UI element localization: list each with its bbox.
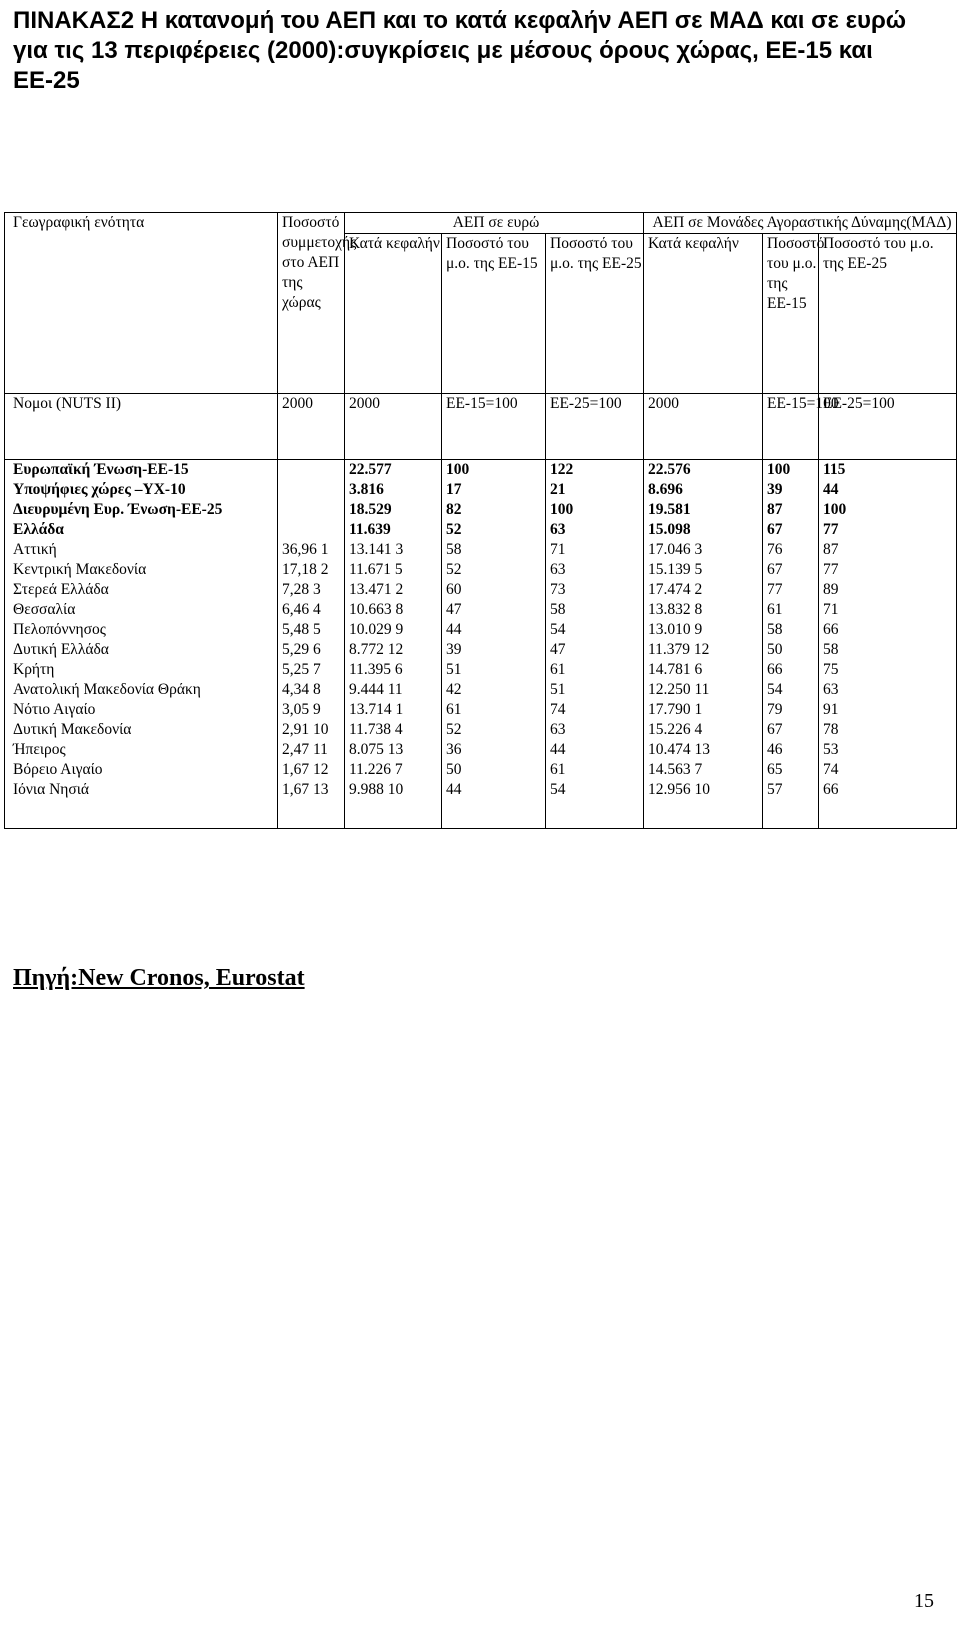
header-per-capita: Κατά κεφαλήν bbox=[345, 234, 442, 394]
cell-value: 22.577 bbox=[349, 461, 392, 478]
cell-value: 15.139 5 bbox=[648, 561, 703, 578]
cell-value: 71 bbox=[823, 601, 839, 618]
cell-value: 65 bbox=[767, 761, 783, 778]
cell-value: 11.226 7 bbox=[349, 761, 403, 778]
header-geo: Γεωγραφική ενότητα bbox=[5, 213, 278, 394]
col-per-capita bbox=[345, 460, 442, 829]
cell-value: 58 bbox=[823, 641, 839, 658]
cell-value: Στερεά Ελλάδα bbox=[13, 581, 109, 598]
cell-value: 17.474 2 bbox=[648, 581, 703, 598]
cell-value: 47 bbox=[550, 641, 566, 658]
cell-value: 19.581 bbox=[648, 501, 691, 518]
cell-value: 76 bbox=[767, 541, 783, 558]
cell-value: 67 bbox=[767, 521, 783, 538]
cell-value: 74 bbox=[550, 701, 566, 718]
cell-value: 50 bbox=[446, 761, 462, 778]
aggregate-names bbox=[13, 460, 277, 540]
cell-value: 54 bbox=[767, 681, 783, 698]
col-pct-eu15 bbox=[442, 460, 546, 829]
region-ppp-per-capita bbox=[648, 540, 762, 800]
cell-value: 60 bbox=[446, 581, 462, 598]
table-title: ΠΙΝΑΚΑΣ2 Η κατανομή του ΑΕΠ και το κατά κεφαλήν ΑΕΠ σε ΜΑΔ και σε ευρώ για τις 13 περιφέρειες (2000):συγκρίσεις με μέσους όρους χώρας, ΕΕ-15 και ΕΕ-25 bbox=[13, 7, 907, 94]
header-ppp-group: ΑΕΠ σε Μονάδες Αγοραστικής Δύναμης(ΜΑΔ) bbox=[644, 213, 957, 234]
col-ppp-pct-eu15 bbox=[763, 460, 819, 829]
cell-value: 66 bbox=[823, 781, 839, 798]
cell-value: 21 bbox=[550, 481, 566, 498]
cell-value: 58 bbox=[767, 621, 783, 638]
units-pct-eu25: ΕΕ-25=100 bbox=[546, 394, 644, 460]
cell-value: 63 bbox=[823, 681, 839, 698]
aggregate-pct-eu15 bbox=[446, 460, 545, 540]
cell-value: 44 bbox=[446, 781, 462, 798]
cell-value: 66 bbox=[823, 621, 839, 638]
cell-value: 13.141 3 bbox=[349, 541, 404, 558]
cell-value: 11.395 6 bbox=[349, 661, 403, 678]
aggregate-ppp-pct-eu25 bbox=[823, 460, 956, 540]
cell-value: 82 bbox=[446, 501, 462, 518]
cell-value: 61 bbox=[550, 761, 566, 778]
cell-value: 42 bbox=[446, 681, 462, 698]
cell-value: 54 bbox=[550, 781, 566, 798]
region-per-capita bbox=[349, 540, 441, 800]
cell-value: 58 bbox=[550, 601, 566, 618]
cell-value: 15.098 bbox=[648, 521, 691, 538]
cell-value: 53 bbox=[823, 741, 839, 758]
cell-value: Αττική bbox=[13, 541, 57, 558]
cell-value: 57 bbox=[767, 781, 783, 798]
cell-value: 4,34 8 bbox=[282, 681, 321, 698]
cell-value: 78 bbox=[823, 721, 839, 738]
cell-value: 77 bbox=[823, 561, 839, 578]
header-row-1 bbox=[5, 213, 957, 234]
cell-value: 15.226 4 bbox=[648, 721, 703, 738]
aggregate-share-spacer bbox=[282, 460, 344, 540]
cell-value: 3,05 9 bbox=[282, 701, 321, 718]
cell-value: 5,29 6 bbox=[282, 641, 321, 658]
cell-value: Νότιο Αιγαίο bbox=[13, 701, 96, 718]
region-names bbox=[13, 540, 277, 800]
header-pct-eu15: Ποσοστό του μ.ο. της ΕΕ-15 bbox=[442, 234, 546, 394]
col-pct-eu25 bbox=[546, 460, 644, 829]
cell-value: 18.529 bbox=[349, 501, 392, 518]
cell-value: 10.029 9 bbox=[349, 621, 404, 638]
region-ppp-pct-eu25 bbox=[823, 540, 956, 800]
cell-value: 9.988 10 bbox=[349, 781, 404, 798]
cell-value: Ελλάδα bbox=[13, 521, 64, 538]
cell-value: 100 bbox=[550, 501, 574, 518]
cell-value: 67 bbox=[767, 721, 783, 738]
cell-value: 58 bbox=[446, 541, 462, 558]
region-pct-eu15 bbox=[446, 540, 545, 800]
cell-value: 5,25 7 bbox=[282, 661, 321, 678]
cell-value: 13.471 2 bbox=[349, 581, 404, 598]
units-ppp-pct-eu25: ΕΕ-25=100 bbox=[819, 394, 957, 460]
cell-value: 10.663 8 bbox=[349, 601, 404, 618]
cell-value: 51 bbox=[550, 681, 566, 698]
cell-value: 14.781 6 bbox=[648, 661, 703, 678]
cell-value: 39 bbox=[446, 641, 462, 658]
cell-value: 47 bbox=[446, 601, 462, 618]
cell-value: 13.010 9 bbox=[648, 621, 703, 638]
cell-value: 51 bbox=[446, 661, 462, 678]
cell-value: Ανατολική Μακεδονία Θράκη bbox=[13, 681, 201, 698]
cell-value: 3.816 bbox=[349, 481, 384, 498]
units-ppp-pct-eu15: ΕΕ-15=100 bbox=[763, 394, 819, 460]
cell-value: 122 bbox=[550, 461, 574, 478]
cell-value: Κεντρική Μακεδονία bbox=[13, 561, 147, 578]
cell-value: 36 bbox=[446, 741, 462, 758]
units-per-capita: 2000 bbox=[345, 394, 442, 460]
units-geo: Νομοι (NUTS II) bbox=[5, 394, 278, 460]
cell-value: 63 bbox=[550, 521, 566, 538]
cell-value: 63 bbox=[550, 561, 566, 578]
cell-value: 22.576 bbox=[648, 461, 691, 478]
cell-value: 13.714 1 bbox=[349, 701, 404, 718]
cell-value: Κρήτη bbox=[13, 661, 55, 678]
cell-value: 17,18 2 bbox=[282, 561, 329, 578]
cell-value: 75 bbox=[823, 661, 839, 678]
cell-value: 100 bbox=[767, 461, 791, 478]
aggregate-ppp-pct-eu15 bbox=[767, 460, 818, 540]
col-geo bbox=[5, 460, 278, 829]
cell-value: 12.250 11 bbox=[648, 681, 710, 698]
col-ppp-per-capita bbox=[644, 460, 763, 829]
cell-value: 52 bbox=[446, 561, 462, 578]
cell-value: Υποψήφιες χώρες –ΥΧ-10 bbox=[13, 481, 186, 498]
cell-value: 1,67 12 bbox=[282, 761, 329, 778]
cell-value: 17 bbox=[446, 481, 462, 498]
cell-value: 61 bbox=[550, 661, 566, 678]
cell-value: 1,67 13 bbox=[282, 781, 329, 798]
cell-value: 13.832 8 bbox=[648, 601, 703, 618]
cell-value: 17.046 3 bbox=[648, 541, 703, 558]
header-eur-group: ΑΕΠ σε ευρώ bbox=[345, 213, 644, 234]
cell-value: Ήπειρος bbox=[13, 741, 66, 758]
cell-value: 87 bbox=[823, 541, 839, 558]
region-pct-eu25 bbox=[550, 540, 643, 800]
cell-value: Ιόνια Νησιά bbox=[13, 781, 90, 798]
aggregate-pct-eu25 bbox=[550, 460, 643, 540]
cell-value: 5,48 5 bbox=[282, 621, 321, 638]
cell-value: 63 bbox=[550, 721, 566, 738]
cell-value: 11.738 4 bbox=[349, 721, 403, 738]
aggregate-ppp-per-capita bbox=[648, 460, 762, 540]
data-row bbox=[5, 460, 957, 829]
cell-value: 8.772 12 bbox=[349, 641, 404, 658]
cell-value: 10.474 13 bbox=[648, 741, 710, 758]
cell-value: 71 bbox=[550, 541, 566, 558]
cell-value: 115 bbox=[823, 461, 846, 478]
cell-value: 100 bbox=[446, 461, 470, 478]
cell-value: 79 bbox=[767, 701, 783, 718]
units-pct-eu15: ΕΕ-15=100 bbox=[442, 394, 546, 460]
cell-value: Πελοπόννησος bbox=[13, 621, 106, 638]
region-share bbox=[282, 540, 344, 800]
cell-value: Ευρωπαϊκή Ένωση-ΕΕ-15 bbox=[13, 461, 189, 478]
cell-value: 8.075 13 bbox=[349, 741, 404, 758]
cell-value: 46 bbox=[767, 741, 783, 758]
cell-value: 67 bbox=[767, 561, 783, 578]
header-ppp-pct-eu15: Ποσοστό του μ.ο. της ΕΕ-15 bbox=[763, 234, 819, 394]
cell-value: 100 bbox=[823, 501, 847, 518]
cell-value: 17.790 1 bbox=[648, 701, 703, 718]
cell-value: 14.563 7 bbox=[648, 761, 703, 778]
header-ppp-pct-eu25: Ποσοστό του μ.ο. της ΕΕ-25 bbox=[819, 234, 957, 394]
cell-value: 52 bbox=[446, 521, 462, 538]
cell-value: 52 bbox=[446, 721, 462, 738]
cell-value: 2,91 10 bbox=[282, 721, 329, 738]
cell-value: 12.956 10 bbox=[648, 781, 710, 798]
col-share bbox=[278, 460, 345, 829]
cell-value: 11.379 12 bbox=[648, 641, 710, 658]
header-ppp-per-capita: Κατά κεφαλήν bbox=[644, 234, 763, 394]
cell-value: 54 bbox=[550, 621, 566, 638]
cell-value: 8.696 bbox=[648, 481, 683, 498]
page-number: 15 bbox=[914, 1590, 934, 1612]
region-ppp-pct-eu15 bbox=[767, 540, 818, 800]
cell-value: 61 bbox=[767, 601, 783, 618]
col-ppp-pct-eu25 bbox=[819, 460, 957, 829]
header-share: Ποσοστό συμμετοχής στο ΑΕΠ της χώρας bbox=[278, 213, 345, 394]
cell-value: Διευρυμένη Ευρ. Ένωση-ΕΕ-25 bbox=[13, 501, 223, 518]
cell-value: 44 bbox=[446, 621, 462, 638]
aggregate-per-capita bbox=[349, 460, 441, 540]
cell-value: 77 bbox=[823, 521, 839, 538]
cell-value: 73 bbox=[550, 581, 566, 598]
header-pct-eu25: Ποσοστό του μ.ο. της ΕΕ-25 bbox=[546, 234, 644, 394]
cell-value: 91 bbox=[823, 701, 839, 718]
cell-value: 89 bbox=[823, 581, 839, 598]
cell-value: Δυτική Ελλάδα bbox=[13, 641, 109, 658]
cell-value: 44 bbox=[550, 741, 566, 758]
cell-value: 36,96 1 bbox=[282, 541, 329, 558]
cell-value: 7,28 3 bbox=[282, 581, 321, 598]
source-note: Πηγή:New Cronos, Eurostat bbox=[13, 965, 305, 991]
cell-value: 39 bbox=[767, 481, 783, 498]
cell-value: 66 bbox=[767, 661, 783, 678]
cell-value: 87 bbox=[767, 501, 783, 518]
cell-value: 11.639 bbox=[349, 521, 391, 538]
cell-value: 61 bbox=[446, 701, 462, 718]
cell-value: 6,46 4 bbox=[282, 601, 321, 618]
cell-value: 44 bbox=[823, 481, 839, 498]
cell-value: 9.444 11 bbox=[349, 681, 403, 698]
units-row bbox=[5, 394, 957, 460]
cell-value: Δυτική Μακεδονία bbox=[13, 721, 132, 738]
units-ppp-per-capita: 2000 bbox=[644, 394, 763, 460]
cell-value: 77 bbox=[767, 581, 783, 598]
units-share: 2000 bbox=[278, 394, 345, 460]
gdp-table bbox=[4, 212, 957, 829]
cell-value: 2,47 11 bbox=[282, 741, 328, 758]
cell-value: 74 bbox=[823, 761, 839, 778]
cell-value: 50 bbox=[767, 641, 783, 658]
cell-value: Βόρειο Αιγαίο bbox=[13, 761, 103, 778]
cell-value: 11.671 5 bbox=[349, 561, 403, 578]
cell-value: Θεσσαλία bbox=[13, 601, 76, 618]
